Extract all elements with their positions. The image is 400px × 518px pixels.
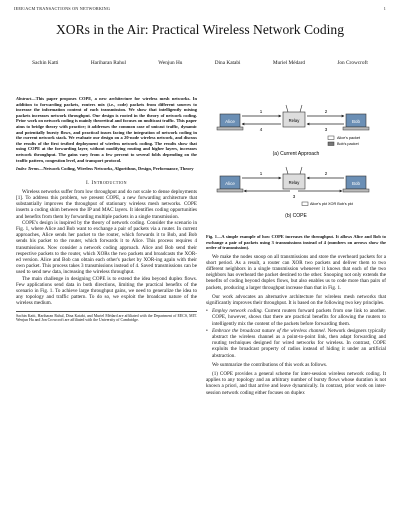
paragraph: We make the nodes snoop on all transmissions and store the overheard packets for a short period. As a result, a router can XOR two packets and deliver them to two different neighbors in a single transmission whenever it knows that each of the two neighbors has overheard the packet destined to the other. Snooping not only extends the benefits of coding beyond duplex flows, but also enables us to code more than pairs of packets, producing a larger throughput increase than that in Fig. 1. xyxy=(206,253,386,291)
xor-packet-icon xyxy=(302,202,308,206)
xor-label: Alice's pkt XOR Bob's pkt xyxy=(310,202,353,207)
transmission-order: 2 xyxy=(324,171,328,176)
node-label: Relay xyxy=(288,180,300,185)
packet-icon-alice xyxy=(328,136,334,140)
paragraph: (1) COPE provides a general scheme for inter-session wireless network coding. It applies to any topology and an arbitrary number of bursty flows whose duration is not known a priori, and that arrive and leave dynamically. In contrast, prior work on inter-session network coding either focuses on duplex xyxy=(206,370,386,396)
transmission-order: 3 xyxy=(292,194,296,199)
footnote: Sachin Katti, Hariharan Rahul, Dina Katabi, and Muriel Médard are affiliated with the Department of EECS, MIT. Wenjun Hu and Jon Crowcroft are affiliated with the University of Cambridge. xyxy=(16,311,197,323)
subfigure-caption: (b) COPE xyxy=(285,213,307,219)
figure-caption-text: A simple example of how COPE increases the throughput. It allows Alice and Bob to exchange a pair of packets using 3 transmissions instead of 4 (numbers on arrows show the order of transmission). xyxy=(206,234,386,250)
paragraph: We summarize the contributions of this work as follows. xyxy=(212,361,328,368)
left-column xyxy=(16,96,197,323)
paper-title: XORs in the Air: Practical Wireless Network Coding xyxy=(55,22,345,37)
index-terms-text: —Network Coding, Wireless Networks, Algorithms, Design, Performance, Theory xyxy=(38,166,194,172)
paragraph: COPE's design is inspired by the theory of network coding. Consider the scenario in Fig. 1, where Alice and Bob want to exchange a pair of packets via a router. In current approaches, Alice sends her packet to the router, which forwards it to Bob, and Bob sends his packet to the router, which forwards it to Alice. This process requires 4 transmissions. Now consider a network coding approach. Alice and Bob send their respective packets to the router, which XORs the two packets and broadcasts the XOR-ed version. Alice and Bob can obtain each other's packet by XOR-ing again with their own packet. This process takes 3 transmissions instead of 4. Saved transmissions can be used to send new data, increasing the wireless throughput. xyxy=(16,219,197,276)
node-label: Bob xyxy=(351,119,361,124)
legend-label: Bob's packet xyxy=(337,142,359,147)
abstract xyxy=(16,96,197,163)
transmission-order: 4 xyxy=(259,127,263,132)
section-heading: I. Introduction xyxy=(86,179,127,186)
author: Muriel Médard xyxy=(272,60,306,66)
author: Wenjun Hu xyxy=(158,60,183,66)
figure-1 xyxy=(206,96,386,232)
author: Sachin Katti xyxy=(32,60,59,66)
principles-list xyxy=(206,308,386,359)
index-terms-lead: Index Terms xyxy=(16,166,39,172)
figure-caption xyxy=(206,234,386,251)
abstract-text: This paper proposes COPE, a new architecture for wireless mesh networks. In addition to forwarding packets, routers mix (i.e., code) packets from different sources to increase the information content of each transmission. We show that intelligently mixing packets increases network throughput. Our design is rooted in the theory of network coding. Prior work on network coding is mainly theoretical and focuses on multicast traffic. This paper aims to bridge theory with practice; it addresses the common case of unicast traffic, dynamic and potentially bursty flows, and practical issues facing the integration of network coding in the current network stack. We evaluate our design on a 20-node wireless network, and discuss the results of the first testbed deployment of wireless network coding. The results show that using COPE at the forwarding layer, without modifying routing and higher layers, increases network throughput. The gains vary from a few percent to several folds depending on the traffic pattern, congestion level, and transport protocol. xyxy=(16,96,197,163)
paragraph: The main challenge in designing COPE is to extend the idea beyond duplex flows. Few applications send data in both directions, limiting the practical benefits of the scenario in Fig. 1. To achieve large throughput gains, we need to generalize the idea to any topology and traffic pattern. To do so, we exploit the broadcast nature of the wireless medium. xyxy=(16,275,197,307)
router-icon-b xyxy=(283,167,305,189)
list-item-text: Network designers typically abstract the wireless channel as a point-to-point link, then adapt forwarding and routing techniques designed for wired networks for wireless. In contrast, COPE exploits the broadcast property of radios instead of hiding it under an artificial abstraction. xyxy=(212,327,386,359)
list-item xyxy=(206,308,386,327)
transmission-order: 1 xyxy=(259,109,263,114)
packet-icon-bob xyxy=(328,142,334,146)
page-number: 1 xyxy=(383,6,386,11)
node-label: Bob xyxy=(351,181,361,186)
list-item-lead: Embrace the broadcast nature of the wireless channel. xyxy=(212,327,326,334)
figure-1-diagram xyxy=(206,96,386,232)
paragraph: Wireless networks suffer from low throughput and do not scale to dense deployments [1]. To address this problem, we present COPE, a new forwarding architecture that substantially improves the throughput of stationary wireless mesh networks. COPE inserts a coding shim between the IP and MAC layers. It identifies coding opportunities and benefits from them by forwarding multiple packets in a single transmission. xyxy=(16,188,197,220)
list-item-text: Current routers forward packets from one link to another. COPE, however, shows that there are practical benefits for allowing the routers to intelligently mix the content of the packets before forwarding them. xyxy=(212,308,386,327)
list-item-lead: Employ network coding. xyxy=(212,308,263,315)
transmission-order: 2 xyxy=(324,109,328,114)
author: Jon Crowcroft xyxy=(337,60,368,66)
router-icon-a xyxy=(283,105,305,127)
author: Hariharan Rahul xyxy=(90,60,126,66)
node-label: Alice xyxy=(225,119,235,124)
abstract-lead: Abstract— xyxy=(16,96,36,101)
paragraph: Our work advocates an alternative architecture for wireless mesh networks that significantly improves their throughput. It is based on the following two key principles. xyxy=(206,293,386,306)
author-list xyxy=(16,60,384,66)
node-label: Relay xyxy=(288,118,300,123)
transmission-order: 3 xyxy=(324,127,328,132)
index-terms xyxy=(16,166,197,172)
running-head xyxy=(14,6,386,11)
figure-caption-lead: Fig. 1— xyxy=(206,234,222,239)
legend-label: Alice's packet xyxy=(337,136,361,141)
list-item xyxy=(206,328,386,359)
subfigure-caption: (a) Current Approach xyxy=(272,151,320,157)
right-column xyxy=(206,96,386,396)
journal-name: IEEE/ACM TRANSACTIONS ON NETWORKING xyxy=(14,6,111,11)
author: Dina Katabi xyxy=(214,60,241,66)
node-label: Alice xyxy=(225,181,235,186)
transmission-order: 1 xyxy=(259,171,263,176)
